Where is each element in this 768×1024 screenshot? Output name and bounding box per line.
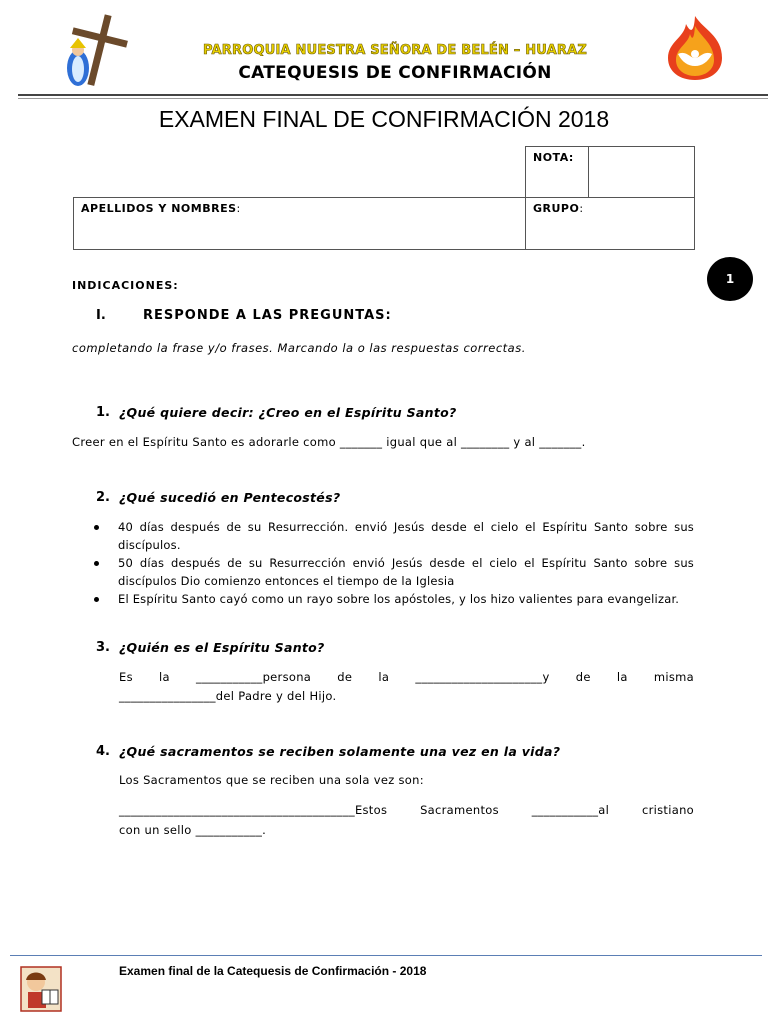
bullet-icon xyxy=(94,561,99,566)
question-1-number: 1. xyxy=(96,405,110,420)
question-2-number: 2. xyxy=(96,490,110,505)
indications-heading: INDICACIONES: xyxy=(72,279,179,292)
question-4-number: 4. xyxy=(96,744,110,759)
bullet-icon xyxy=(94,525,99,530)
question-4-answer-line-3[interactable]: con un sello ___________. xyxy=(119,823,267,837)
option-item[interactable]: 50 días después de su Resurrección envió Jesús desde el cielo el Espíritu Santo sobre sus discípulos Dio comienzo entonces el tiempo de la Iglesia xyxy=(72,554,694,590)
section-title: RESPONDE A LAS PREGUNTAS: xyxy=(143,308,392,323)
option-item[interactable]: 40 días después de su Resurrección. envió Jesús desde el cielo el Espíritu Santo sobre sus discípulos. xyxy=(72,518,694,554)
footer-text: Examen final de la Catequesis de Confirmación - 2018 xyxy=(119,964,427,978)
names-field[interactable]: APELLIDOS Y NOMBRES: xyxy=(73,197,526,250)
holy-spirit-dove-flame-icon xyxy=(664,14,726,82)
header-divider-thin xyxy=(18,98,768,99)
bullet-icon xyxy=(94,597,99,602)
page-number-badge: 1 xyxy=(707,257,753,301)
exam-title: EXAMEN FINAL DE CONFIRMACIÓN 2018 xyxy=(158,106,610,132)
question-4-text: ¿Qué sacramentos se reciben solamente una vez en la vida? xyxy=(119,744,561,759)
question-3-number: 3. xyxy=(96,640,110,655)
question-2-text: ¿Qué sucedió en Pentecostés? xyxy=(119,490,341,505)
footer-divider xyxy=(10,955,762,956)
question-3-answer-line-2[interactable]: ________________del Padre y del Hijo. xyxy=(119,689,337,703)
nota-label-cell xyxy=(525,146,589,198)
group-field[interactable]: GRUPO: xyxy=(525,197,695,250)
question-4-answer-line-1: Los Sacramentos que se reciben una sola vez son: xyxy=(119,773,424,787)
parish-name: PARROQUIA NUESTRA SEÑORA DE BELÉN – HUARAZ xyxy=(203,43,587,58)
nota-label: NOTA: xyxy=(533,151,574,164)
question-1-text: ¿Qué quiere decir: ¿Creo en el Espíritu Santo? xyxy=(119,405,457,420)
instructions-text: completando la frase y/o frases. Marcando la o las respuestas correctas. xyxy=(72,341,526,355)
option-item[interactable]: El Espíritu Santo cayó como un rayo sobre los apóstoles, y los hizo valientes para evangelizar. xyxy=(72,590,694,608)
question-4-answer-line-2[interactable]: _______________________________________Estos Sacramentos ___________al cristiano xyxy=(119,803,694,817)
header-divider xyxy=(18,94,768,96)
child-with-bible-icon xyxy=(20,966,62,1012)
program-title: CATEQUESIS DE CONFIRMACIÓN xyxy=(238,63,552,83)
group-label: GRUPO xyxy=(533,202,580,215)
question-2-options xyxy=(72,518,694,608)
question-3-text: ¿Quién es el Espíritu Santo? xyxy=(119,640,325,655)
nota-field[interactable] xyxy=(588,146,695,198)
names-label: APELLIDOS Y NOMBRES xyxy=(81,202,237,215)
section-number: I. xyxy=(96,308,106,323)
question-1-answer-line[interactable]: Creer en el Espíritu Santo es adorarle como _______ igual que al ________ y al _______. xyxy=(72,435,586,449)
question-3-answer-line-1[interactable]: Es la ___________persona de la _____________________y de la misma xyxy=(119,670,694,684)
cross-and-virgin-icon xyxy=(56,12,132,88)
